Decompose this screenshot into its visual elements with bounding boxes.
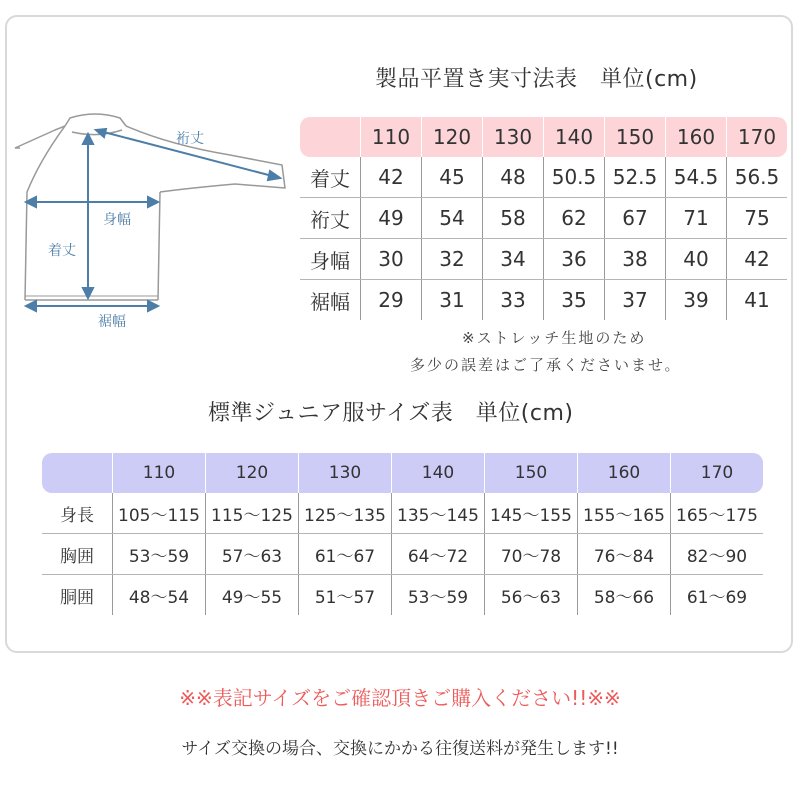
yukitake-arrow-start [96, 129, 106, 137]
table-cell: 82〜90 [671, 534, 764, 575]
table-cell: 39 [666, 280, 727, 321]
size-header-cell: 130 [483, 117, 544, 157]
garment-diagram [0, 100, 300, 340]
row-label: 胴囲 [60, 587, 94, 608]
table-cell: 155〜165 [578, 493, 671, 534]
table-row [42, 534, 763, 575]
table-cell: 115〜125 [206, 493, 299, 534]
table-cell: 31 [422, 280, 483, 321]
table-cell: 58 [483, 198, 544, 239]
table-cell: 75 [727, 198, 788, 239]
table-header-row [42, 453, 763, 493]
table-cell: 64〜72 [392, 534, 485, 575]
table-cell: 105〜115 [113, 493, 206, 534]
size-header-cell: 110 [361, 117, 422, 157]
size-header-cell: 170 [727, 117, 788, 157]
size-header-cell: 120 [422, 117, 483, 157]
size-header-cell: 140 [544, 117, 605, 157]
table-row [42, 493, 763, 534]
table-cell: 51〜57 [299, 575, 392, 616]
row-label: 身長 [42, 493, 113, 534]
table-cell: 76〜84 [578, 534, 671, 575]
table-cell: 49〜55 [206, 575, 299, 616]
header-corner-cell [42, 453, 113, 493]
size-header-cell: 150 [605, 117, 666, 157]
table-cell: 57〜63 [206, 534, 299, 575]
table-row [42, 575, 763, 616]
table-cell: 42 [727, 239, 788, 280]
table-cell: 33 [483, 280, 544, 321]
diagram-label-susohaba: 裾幅 [98, 314, 126, 330]
table-cell: 35 [544, 280, 605, 321]
table-cell: 53〜59 [392, 575, 485, 616]
table-cell: 165〜175 [671, 493, 764, 534]
stretch-fabric-note: ※ストレッチ生地のため [462, 329, 647, 347]
size-header-cell: 160 [666, 117, 727, 157]
table-row [300, 280, 787, 321]
susohaba-arrow-right [148, 301, 158, 311]
susohaba-arrow-left [26, 301, 36, 311]
row-label: 裾幅 [310, 289, 350, 314]
row-label: 身幅 [300, 239, 361, 280]
table-cell: 56〜63 [485, 575, 578, 616]
table-cell: 67 [605, 198, 666, 239]
table-cell: 32 [422, 239, 483, 280]
product-size-table [300, 117, 787, 320]
table-cell: 41 [727, 280, 788, 321]
table-cell: 52.5 [605, 157, 666, 198]
table-cell: 54.5 [666, 157, 727, 198]
size-header-cell: 120 [206, 453, 299, 493]
table-cell: 49 [361, 198, 422, 239]
size-header-cell: 170 [671, 453, 764, 493]
row-label: 裄丈 [300, 198, 361, 239]
standard-size-table [42, 453, 763, 615]
table-cell: 58〜66 [578, 575, 671, 616]
table-cell: 62 [544, 198, 605, 239]
size-check-warning: ※※表記サイズをご確認頂きご購入ください!!※※ [179, 686, 621, 710]
size-header-cell: 110 [113, 453, 206, 493]
table-cell: 61〜67 [299, 534, 392, 575]
table-cell: 29 [361, 280, 422, 321]
table-row [300, 157, 787, 198]
table-cell: 70〜78 [485, 534, 578, 575]
table-cell: 38 [605, 239, 666, 280]
table-cell: 42 [361, 157, 422, 198]
diagram-label-yukitake: 裄丈 [176, 131, 204, 147]
table-header-row [300, 117, 787, 157]
row-label: 着丈 [300, 157, 361, 198]
table-cell: 48 [483, 157, 544, 198]
table-cell: 145〜155 [485, 493, 578, 534]
mihaba-arrow-right [148, 197, 158, 207]
product-table-title: 製品平置き実寸法表 単位(cm) [375, 67, 698, 92]
kitake-arrow-top [83, 134, 93, 144]
table-cell: 30 [361, 239, 422, 280]
diagram-label-mihaba: 身幅 [103, 212, 131, 228]
table-cell: 36 [544, 239, 605, 280]
size-header-cell: 150 [485, 453, 578, 493]
size-header-cell: 140 [392, 453, 485, 493]
table-cell: 37 [605, 280, 666, 321]
table-cell: 71 [666, 198, 727, 239]
table-cell: 48〜54 [113, 575, 206, 616]
table-row [300, 239, 787, 280]
standard-table-title: 標準ジュニア服サイズ表 単位(cm) [208, 401, 574, 426]
header-corner-cell [300, 117, 361, 157]
diagram-label-kitake: 着丈 [48, 243, 76, 259]
table-cell: 125〜135 [299, 493, 392, 534]
size-header-cell: 130 [299, 453, 392, 493]
table-cell: 53〜59 [113, 534, 206, 575]
table-cell: 45 [422, 157, 483, 198]
table-row [300, 198, 787, 239]
table-cell: 40 [666, 239, 727, 280]
table-cell: 54 [422, 198, 483, 239]
table-cell: 61〜69 [671, 575, 764, 616]
measure-lines [26, 129, 280, 311]
exchange-shipping-notice: サイズ交換の場合、交換にかかる往復送料が発生します!! [181, 739, 619, 759]
tolerance-note: 多少の誤差はご了承くださいませ。 [410, 356, 682, 374]
row-label: 胸囲 [42, 534, 113, 575]
table-cell: 34 [483, 239, 544, 280]
table-cell: 135〜145 [392, 493, 485, 534]
yukitake-arrow-end [268, 171, 280, 180]
table-cell: 50.5 [544, 157, 605, 198]
size-header-cell: 160 [578, 453, 671, 493]
table-cell: 56.5 [727, 157, 788, 198]
